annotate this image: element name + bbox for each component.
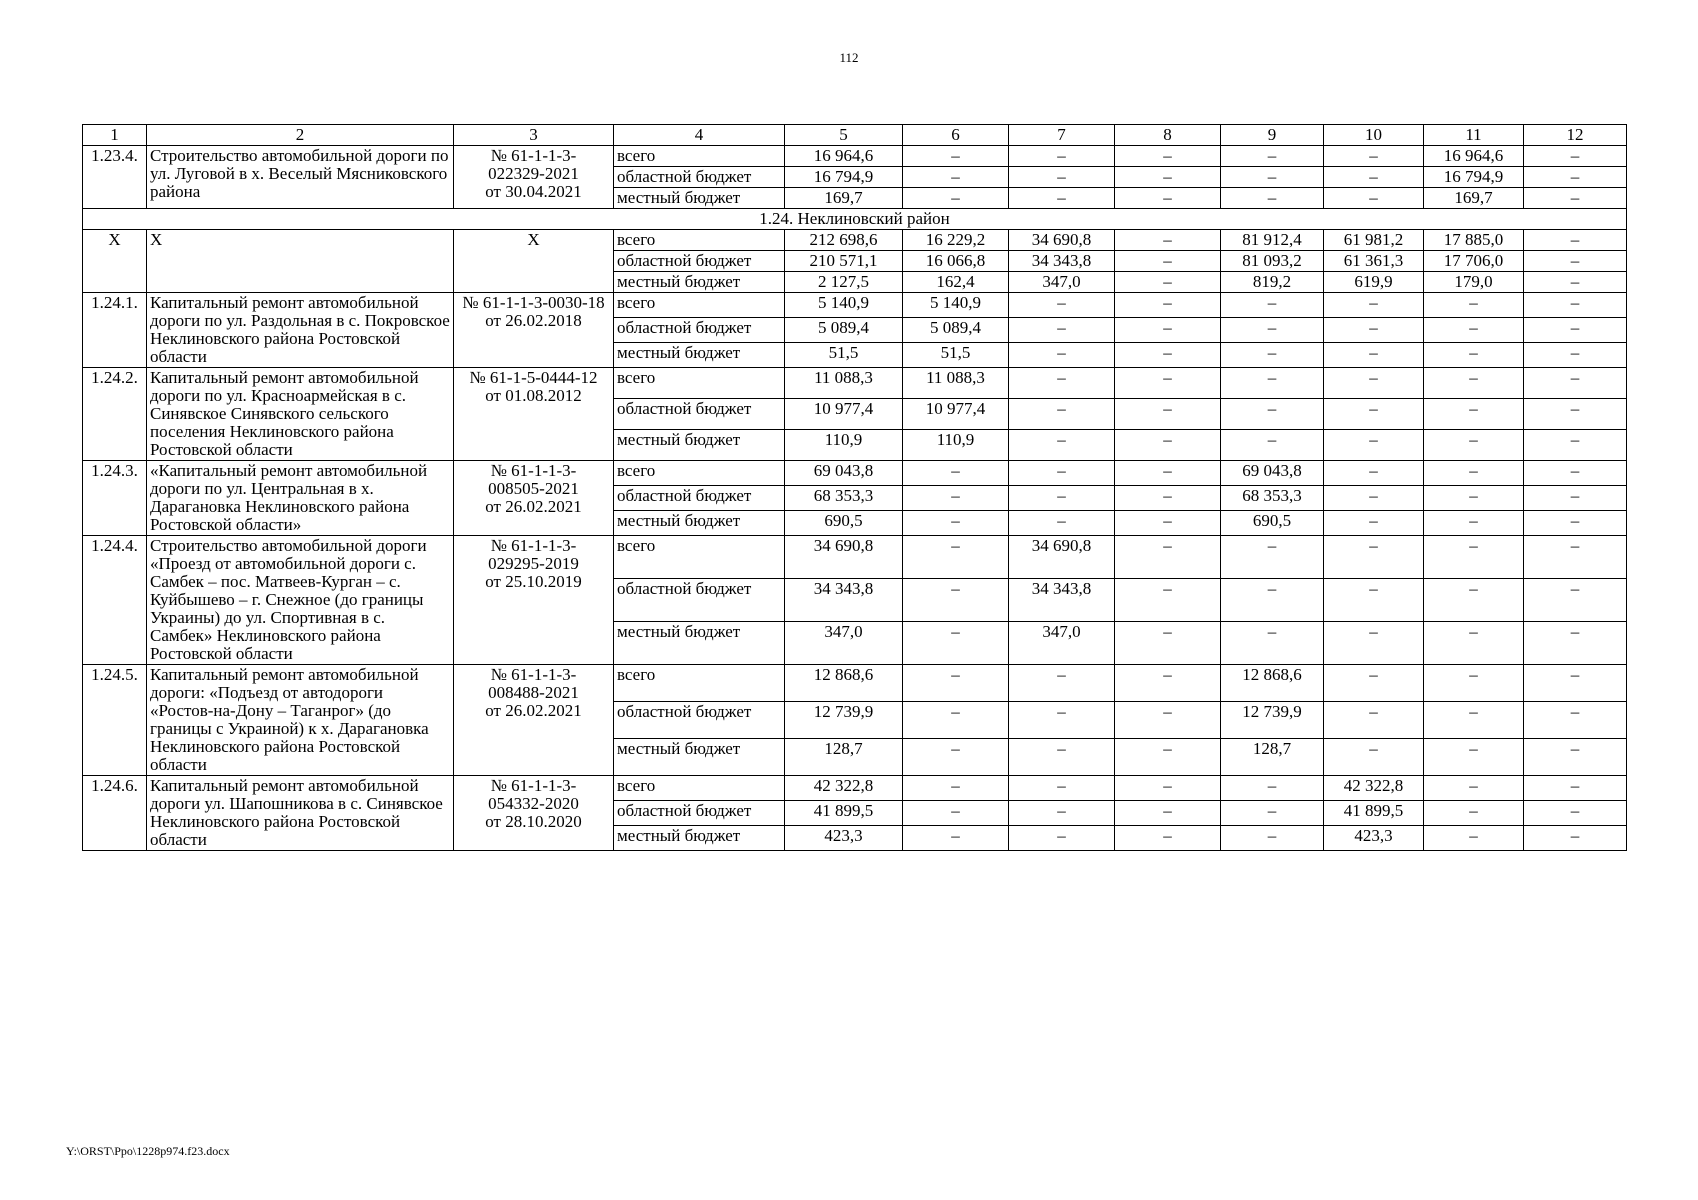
amount-cell: 34 690,8 xyxy=(785,536,903,579)
amount-cell: – xyxy=(1115,622,1221,665)
amount-cell: – xyxy=(1221,776,1324,801)
amount-cell: – xyxy=(1009,511,1115,536)
item-number: 1.24.6. xyxy=(83,776,147,851)
item-code-line: от 30.04.2021 xyxy=(485,182,582,201)
amount-cell: 10 977,4 xyxy=(785,399,903,430)
amount-cell: – xyxy=(1115,430,1221,461)
amount-cell: 347,0 xyxy=(1009,622,1115,665)
amount-cell: – xyxy=(1115,801,1221,826)
amount-cell: 690,5 xyxy=(785,511,903,536)
item-number: 1.24.5. xyxy=(83,665,147,776)
amount-cell: – xyxy=(1221,622,1324,665)
funding-source: областной бюджет xyxy=(614,486,785,511)
amount-cell: 16 964,6 xyxy=(785,146,903,167)
amount-cell: – xyxy=(1115,739,1221,776)
item-code-line: № 61-1-5-0444-12 xyxy=(469,368,598,387)
column-number: 2 xyxy=(147,125,454,146)
amount-cell: – xyxy=(1424,665,1524,702)
section-row xyxy=(83,209,1627,230)
amount-cell: 61 981,2 xyxy=(1324,230,1424,251)
item-code-line: Х xyxy=(527,230,540,249)
column-number: 8 xyxy=(1115,125,1221,146)
amount-cell: 34 343,8 xyxy=(785,579,903,622)
item-code-line: 008488-2021 xyxy=(488,683,579,702)
funding-source: местный бюджет xyxy=(614,739,785,776)
amount-cell: – xyxy=(1424,486,1524,511)
column-number: 10 xyxy=(1324,125,1424,146)
amount-cell: – xyxy=(1115,318,1221,343)
amount-cell: – xyxy=(1324,622,1424,665)
column-number: 12 xyxy=(1524,125,1627,146)
item-code-line: от 28.10.2020 xyxy=(485,812,582,831)
amount-cell: 69 043,8 xyxy=(785,461,903,486)
amount-cell: – xyxy=(1221,826,1324,851)
amount-cell: – xyxy=(1324,368,1424,399)
amount-cell: 41 899,5 xyxy=(785,801,903,826)
amount-cell: 81 093,2 xyxy=(1221,251,1324,272)
item-name: Капитальный ремонт автомобильной дороги ул. Шапошникова в с. Синявское Неклиновского района Ростовской области xyxy=(147,776,454,851)
item-number: 1.24.1. xyxy=(83,293,147,368)
footer-file-path: Y:\ORST\Ppo\1228p974.f23.docx xyxy=(66,1144,230,1158)
amount-cell: – xyxy=(1524,579,1627,622)
item-name: Х xyxy=(147,230,454,293)
section-title: 1.24. Неклиновский район xyxy=(83,209,1627,230)
amount-cell: 2 127,5 xyxy=(785,272,903,293)
item-code-line: 008505-2021 xyxy=(488,479,579,498)
amount-cell: – xyxy=(1324,702,1424,739)
column-number: 3 xyxy=(454,125,614,146)
amount-cell: – xyxy=(903,776,1009,801)
amount-cell: 12 739,9 xyxy=(785,702,903,739)
amount-cell: 17 706,0 xyxy=(1424,251,1524,272)
amount-cell: – xyxy=(1524,486,1627,511)
item-code xyxy=(454,293,614,368)
item-code-line: № 61-1-1-3- xyxy=(490,665,577,684)
amount-cell: 42 322,8 xyxy=(1324,776,1424,801)
funding-source: местный бюджет xyxy=(614,272,785,293)
amount-cell: – xyxy=(1424,399,1524,430)
amount-cell: 16 066,8 xyxy=(903,251,1009,272)
table-row xyxy=(83,776,1627,801)
item-code-line: № 61-1-1-3- xyxy=(490,461,577,480)
funding-source: всего xyxy=(614,665,785,702)
amount-cell: 5 140,9 xyxy=(903,293,1009,318)
item-number: 1.24.3. xyxy=(83,461,147,536)
amount-cell: 12 868,6 xyxy=(1221,665,1324,702)
amount-cell: – xyxy=(1424,511,1524,536)
amount-cell: – xyxy=(1221,579,1324,622)
amount-cell: 169,7 xyxy=(785,188,903,209)
amount-cell: 619,9 xyxy=(1324,272,1424,293)
amount-cell: – xyxy=(1324,536,1424,579)
column-number: 6 xyxy=(903,125,1009,146)
amount-cell: – xyxy=(1115,272,1221,293)
amount-cell: – xyxy=(1324,167,1424,188)
amount-cell: – xyxy=(1324,430,1424,461)
amount-cell: 5 089,4 xyxy=(903,318,1009,343)
item-code-line: № 61-1-1-3- xyxy=(490,536,577,555)
item-number: 1.24.4. xyxy=(83,536,147,665)
amount-cell: – xyxy=(1524,739,1627,776)
amount-cell: 162,4 xyxy=(903,272,1009,293)
amount-cell: 128,7 xyxy=(785,739,903,776)
amount-cell: 5 140,9 xyxy=(785,293,903,318)
amount-cell: – xyxy=(1115,251,1221,272)
amount-cell: – xyxy=(1524,801,1627,826)
amount-cell: – xyxy=(1115,293,1221,318)
amount-cell: 212 698,6 xyxy=(785,230,903,251)
amount-cell: – xyxy=(1221,343,1324,368)
funding-source: областной бюджет xyxy=(614,399,785,430)
amount-cell: – xyxy=(1221,146,1324,167)
amount-cell: – xyxy=(1115,146,1221,167)
amount-cell: 110,9 xyxy=(785,430,903,461)
item-code-line: 029295-2019 xyxy=(488,554,579,573)
amount-cell: 819,2 xyxy=(1221,272,1324,293)
amount-cell: 16 794,9 xyxy=(1424,167,1524,188)
amount-cell: – xyxy=(1115,536,1221,579)
amount-cell: – xyxy=(1424,536,1524,579)
amount-cell: 10 977,4 xyxy=(903,399,1009,430)
amount-cell: – xyxy=(1115,579,1221,622)
amount-cell: 12 868,6 xyxy=(785,665,903,702)
item-code-line: 022329-2021 xyxy=(488,164,579,183)
amount-cell: – xyxy=(1324,511,1424,536)
funding-source: областной бюджет xyxy=(614,801,785,826)
amount-cell: 179,0 xyxy=(1424,272,1524,293)
amount-cell: – xyxy=(1524,318,1627,343)
amount-cell: – xyxy=(1115,702,1221,739)
amount-cell: – xyxy=(903,188,1009,209)
amount-cell: – xyxy=(1424,318,1524,343)
amount-cell: – xyxy=(1424,430,1524,461)
amount-cell: – xyxy=(1009,399,1115,430)
amount-cell: – xyxy=(1424,702,1524,739)
amount-cell: – xyxy=(1009,801,1115,826)
amount-cell: – xyxy=(1424,343,1524,368)
amount-cell: 11 088,3 xyxy=(903,368,1009,399)
amount-cell: – xyxy=(1009,343,1115,368)
amount-cell: – xyxy=(903,622,1009,665)
amount-cell: – xyxy=(1115,665,1221,702)
amount-cell: 16 794,9 xyxy=(785,167,903,188)
funding-source: всего xyxy=(614,536,785,579)
amount-cell: – xyxy=(1221,399,1324,430)
amount-cell: – xyxy=(1009,318,1115,343)
table-row xyxy=(83,293,1627,318)
amount-cell: – xyxy=(1221,318,1324,343)
amount-cell: – xyxy=(1009,188,1115,209)
item-code-line: от 26.02.2021 xyxy=(485,701,582,720)
funding-source: областной бюджет xyxy=(614,167,785,188)
amount-cell: – xyxy=(1324,293,1424,318)
column-number: 4 xyxy=(614,125,785,146)
item-code xyxy=(454,776,614,851)
funding-source: местный бюджет xyxy=(614,622,785,665)
item-name: Капитальный ремонт автомобильной дороги: «Подъезд от автодороги «Ростов-на-Дону – Таганрог» (до границы с Украиной) к х. Дарагановка Неклиновского района Ростовской области xyxy=(147,665,454,776)
funding-source: областной бюджет xyxy=(614,579,785,622)
table-row xyxy=(83,665,1627,702)
amount-cell: – xyxy=(1009,293,1115,318)
amount-cell: 12 739,9 xyxy=(1221,702,1324,739)
amount-cell: – xyxy=(1221,188,1324,209)
amount-cell: – xyxy=(1424,293,1524,318)
amount-cell: 69 043,8 xyxy=(1221,461,1324,486)
amount-cell: 81 912,4 xyxy=(1221,230,1324,251)
amount-cell: – xyxy=(1115,230,1221,251)
amount-cell: – xyxy=(903,801,1009,826)
amount-cell: – xyxy=(903,579,1009,622)
item-code-line: № 61-1-1-3- xyxy=(490,776,577,795)
amount-cell: – xyxy=(1524,272,1627,293)
amount-cell: 51,5 xyxy=(785,343,903,368)
amount-cell: – xyxy=(1524,622,1627,665)
amount-cell: – xyxy=(1524,146,1627,167)
item-number: Х xyxy=(83,230,147,293)
amount-cell: – xyxy=(1009,486,1115,511)
amount-cell: – xyxy=(1424,801,1524,826)
amount-cell: – xyxy=(1424,622,1524,665)
item-code xyxy=(454,230,614,293)
item-name: Капитальный ремонт автомобильной дороги по ул. Раздольная в с. Покровское Неклиновского района Ростовской области xyxy=(147,293,454,368)
amount-cell: – xyxy=(1009,739,1115,776)
amount-cell: 128,7 xyxy=(1221,739,1324,776)
item-name: Строительство автомобильной дороги по ул. Луговой в х. Веселый Мясниковского района xyxy=(147,146,454,209)
item-name: «Капитальный ремонт автомобильной дороги по ул. Центральная в х. Дарагановка Неклиновского района Ростовской области» xyxy=(147,461,454,536)
amount-cell: – xyxy=(1424,368,1524,399)
amount-cell: – xyxy=(1424,739,1524,776)
amount-cell: – xyxy=(1524,536,1627,579)
item-code-line: от 25.10.2019 xyxy=(485,572,582,591)
amount-cell: 68 353,3 xyxy=(785,486,903,511)
amount-cell: – xyxy=(1524,702,1627,739)
amount-cell: – xyxy=(1009,776,1115,801)
item-number: 1.24.2. xyxy=(83,368,147,461)
table-header-row xyxy=(83,125,1627,146)
amount-cell: 42 322,8 xyxy=(785,776,903,801)
amount-cell: – xyxy=(1324,188,1424,209)
amount-cell: – xyxy=(1524,665,1627,702)
amount-cell: – xyxy=(1524,776,1627,801)
amount-cell: 11 088,3 xyxy=(785,368,903,399)
amount-cell: – xyxy=(1221,368,1324,399)
funding-source: местный бюджет xyxy=(614,826,785,851)
item-name: Строительство автомобильной дороги «Проезд от автомобильной дороги с. Самбек – пос. Матвеев-Курган – с. Куйбышево – г. Снежное (до границы Украины) до ул. Спортивная в с. Самбек» Неклиновского района Ростовской области xyxy=(147,536,454,665)
amount-cell: 51,5 xyxy=(903,343,1009,368)
item-code xyxy=(454,536,614,665)
funding-source: местный бюджет xyxy=(614,430,785,461)
amount-cell: – xyxy=(1115,826,1221,851)
amount-cell: – xyxy=(1115,399,1221,430)
amount-cell: – xyxy=(1009,461,1115,486)
amount-cell: – xyxy=(1524,430,1627,461)
item-code-line: от 01.08.2012 xyxy=(485,386,582,405)
amount-cell: – xyxy=(1524,511,1627,536)
amount-cell: – xyxy=(1324,146,1424,167)
amount-cell: – xyxy=(1221,430,1324,461)
amount-cell: – xyxy=(1115,188,1221,209)
amount-cell: – xyxy=(1524,399,1627,430)
column-number: 9 xyxy=(1221,125,1324,146)
amount-cell: – xyxy=(1324,739,1424,776)
amount-cell: – xyxy=(1009,167,1115,188)
amount-cell: – xyxy=(903,486,1009,511)
amount-cell: 347,0 xyxy=(785,622,903,665)
amount-cell: – xyxy=(1009,430,1115,461)
amount-cell: – xyxy=(1009,702,1115,739)
funding-source: местный бюджет xyxy=(614,343,785,368)
funding-source: всего xyxy=(614,293,785,318)
amount-cell: 110,9 xyxy=(903,430,1009,461)
column-number: 5 xyxy=(785,125,903,146)
amount-cell: – xyxy=(903,461,1009,486)
funding-source: всего xyxy=(614,776,785,801)
funding-source: областной бюджет xyxy=(614,318,785,343)
funding-source: всего xyxy=(614,461,785,486)
column-number: 11 xyxy=(1424,125,1524,146)
amount-cell: – xyxy=(1524,188,1627,209)
funding-source: областной бюджет xyxy=(614,251,785,272)
amount-cell: – xyxy=(1009,146,1115,167)
amount-cell: – xyxy=(1221,801,1324,826)
item-code xyxy=(454,146,614,209)
item-code-line: 054332-2020 xyxy=(488,794,579,813)
amount-cell: 34 343,8 xyxy=(1009,251,1115,272)
amount-cell: – xyxy=(1221,167,1324,188)
amount-cell: 68 353,3 xyxy=(1221,486,1324,511)
amount-cell: – xyxy=(903,167,1009,188)
table-row xyxy=(83,461,1627,486)
item-code-line: от 26.02.2018 xyxy=(485,311,582,330)
amount-cell: 41 899,5 xyxy=(1324,801,1424,826)
amount-cell: – xyxy=(1324,486,1424,511)
item-code xyxy=(454,368,614,461)
amount-cell: – xyxy=(1524,293,1627,318)
amount-cell: – xyxy=(1524,461,1627,486)
amount-cell: – xyxy=(1324,343,1424,368)
amount-cell: – xyxy=(1115,511,1221,536)
amount-cell: – xyxy=(1115,486,1221,511)
amount-cell: 34 343,8 xyxy=(1009,579,1115,622)
amount-cell: 61 361,3 xyxy=(1324,251,1424,272)
amount-cell: – xyxy=(1221,536,1324,579)
table-row xyxy=(83,368,1627,399)
amount-cell: – xyxy=(1115,461,1221,486)
amount-cell: – xyxy=(1524,251,1627,272)
amount-cell: – xyxy=(1424,826,1524,851)
budget-table xyxy=(82,124,1627,851)
table-row xyxy=(83,536,1627,579)
amount-cell: 17 885,0 xyxy=(1424,230,1524,251)
item-code-line: № 61-1-1-3- xyxy=(490,146,577,165)
funding-source: всего xyxy=(614,146,785,167)
funding-source: всего xyxy=(614,368,785,399)
table-row xyxy=(83,146,1627,167)
amount-cell: – xyxy=(903,146,1009,167)
amount-cell: – xyxy=(1524,230,1627,251)
column-number: 7 xyxy=(1009,125,1115,146)
amount-cell: 423,3 xyxy=(1324,826,1424,851)
amount-cell: – xyxy=(903,826,1009,851)
amount-cell: – xyxy=(1524,343,1627,368)
amount-cell: – xyxy=(1324,665,1424,702)
amount-cell: – xyxy=(1524,826,1627,851)
column-number: 1 xyxy=(83,125,147,146)
amount-cell: 169,7 xyxy=(1424,188,1524,209)
amount-cell: – xyxy=(1424,579,1524,622)
amount-cell: 16 229,2 xyxy=(903,230,1009,251)
page-number: 112 xyxy=(839,50,859,65)
table-row xyxy=(83,230,1627,251)
amount-cell: – xyxy=(903,665,1009,702)
amount-cell: – xyxy=(1524,368,1627,399)
amount-cell: – xyxy=(903,536,1009,579)
amount-cell: – xyxy=(1424,776,1524,801)
amount-cell: – xyxy=(1009,826,1115,851)
item-number: 1.23.4. xyxy=(83,146,147,209)
amount-cell: 423,3 xyxy=(785,826,903,851)
item-code-line: № 61-1-1-3-0030-18 xyxy=(462,293,605,312)
amount-cell: – xyxy=(1115,368,1221,399)
amount-cell: – xyxy=(903,739,1009,776)
item-code xyxy=(454,665,614,776)
item-name: Капитальный ремонт автомобильной дороги по ул. Красноармейская в с. Синявское Синявского сельского поселения Неклиновского района Ростовской области xyxy=(147,368,454,461)
amount-cell: 34 690,8 xyxy=(1009,230,1115,251)
amount-cell: – xyxy=(1009,665,1115,702)
amount-cell: – xyxy=(1324,579,1424,622)
amount-cell: – xyxy=(1524,167,1627,188)
amount-cell: 210 571,1 xyxy=(785,251,903,272)
funding-source: всего xyxy=(614,230,785,251)
item-code xyxy=(454,461,614,536)
amount-cell: – xyxy=(1221,293,1324,318)
amount-cell: – xyxy=(1324,318,1424,343)
amount-cell: 5 089,4 xyxy=(785,318,903,343)
amount-cell: 16 964,6 xyxy=(1424,146,1524,167)
amount-cell: 690,5 xyxy=(1221,511,1324,536)
funding-source: областной бюджет xyxy=(614,702,785,739)
amount-cell: – xyxy=(1115,167,1221,188)
amount-cell: – xyxy=(1115,343,1221,368)
amount-cell: – xyxy=(903,511,1009,536)
amount-cell: – xyxy=(1324,461,1424,486)
amount-cell: – xyxy=(903,702,1009,739)
amount-cell: – xyxy=(1424,461,1524,486)
amount-cell: – xyxy=(1324,399,1424,430)
item-code-line: от 26.02.2021 xyxy=(485,497,582,516)
amount-cell: – xyxy=(1009,368,1115,399)
funding-source: местный бюджет xyxy=(614,511,785,536)
amount-cell: 34 690,8 xyxy=(1009,536,1115,579)
funding-source: местный бюджет xyxy=(614,188,785,209)
amount-cell: 347,0 xyxy=(1009,272,1115,293)
amount-cell: – xyxy=(1115,776,1221,801)
